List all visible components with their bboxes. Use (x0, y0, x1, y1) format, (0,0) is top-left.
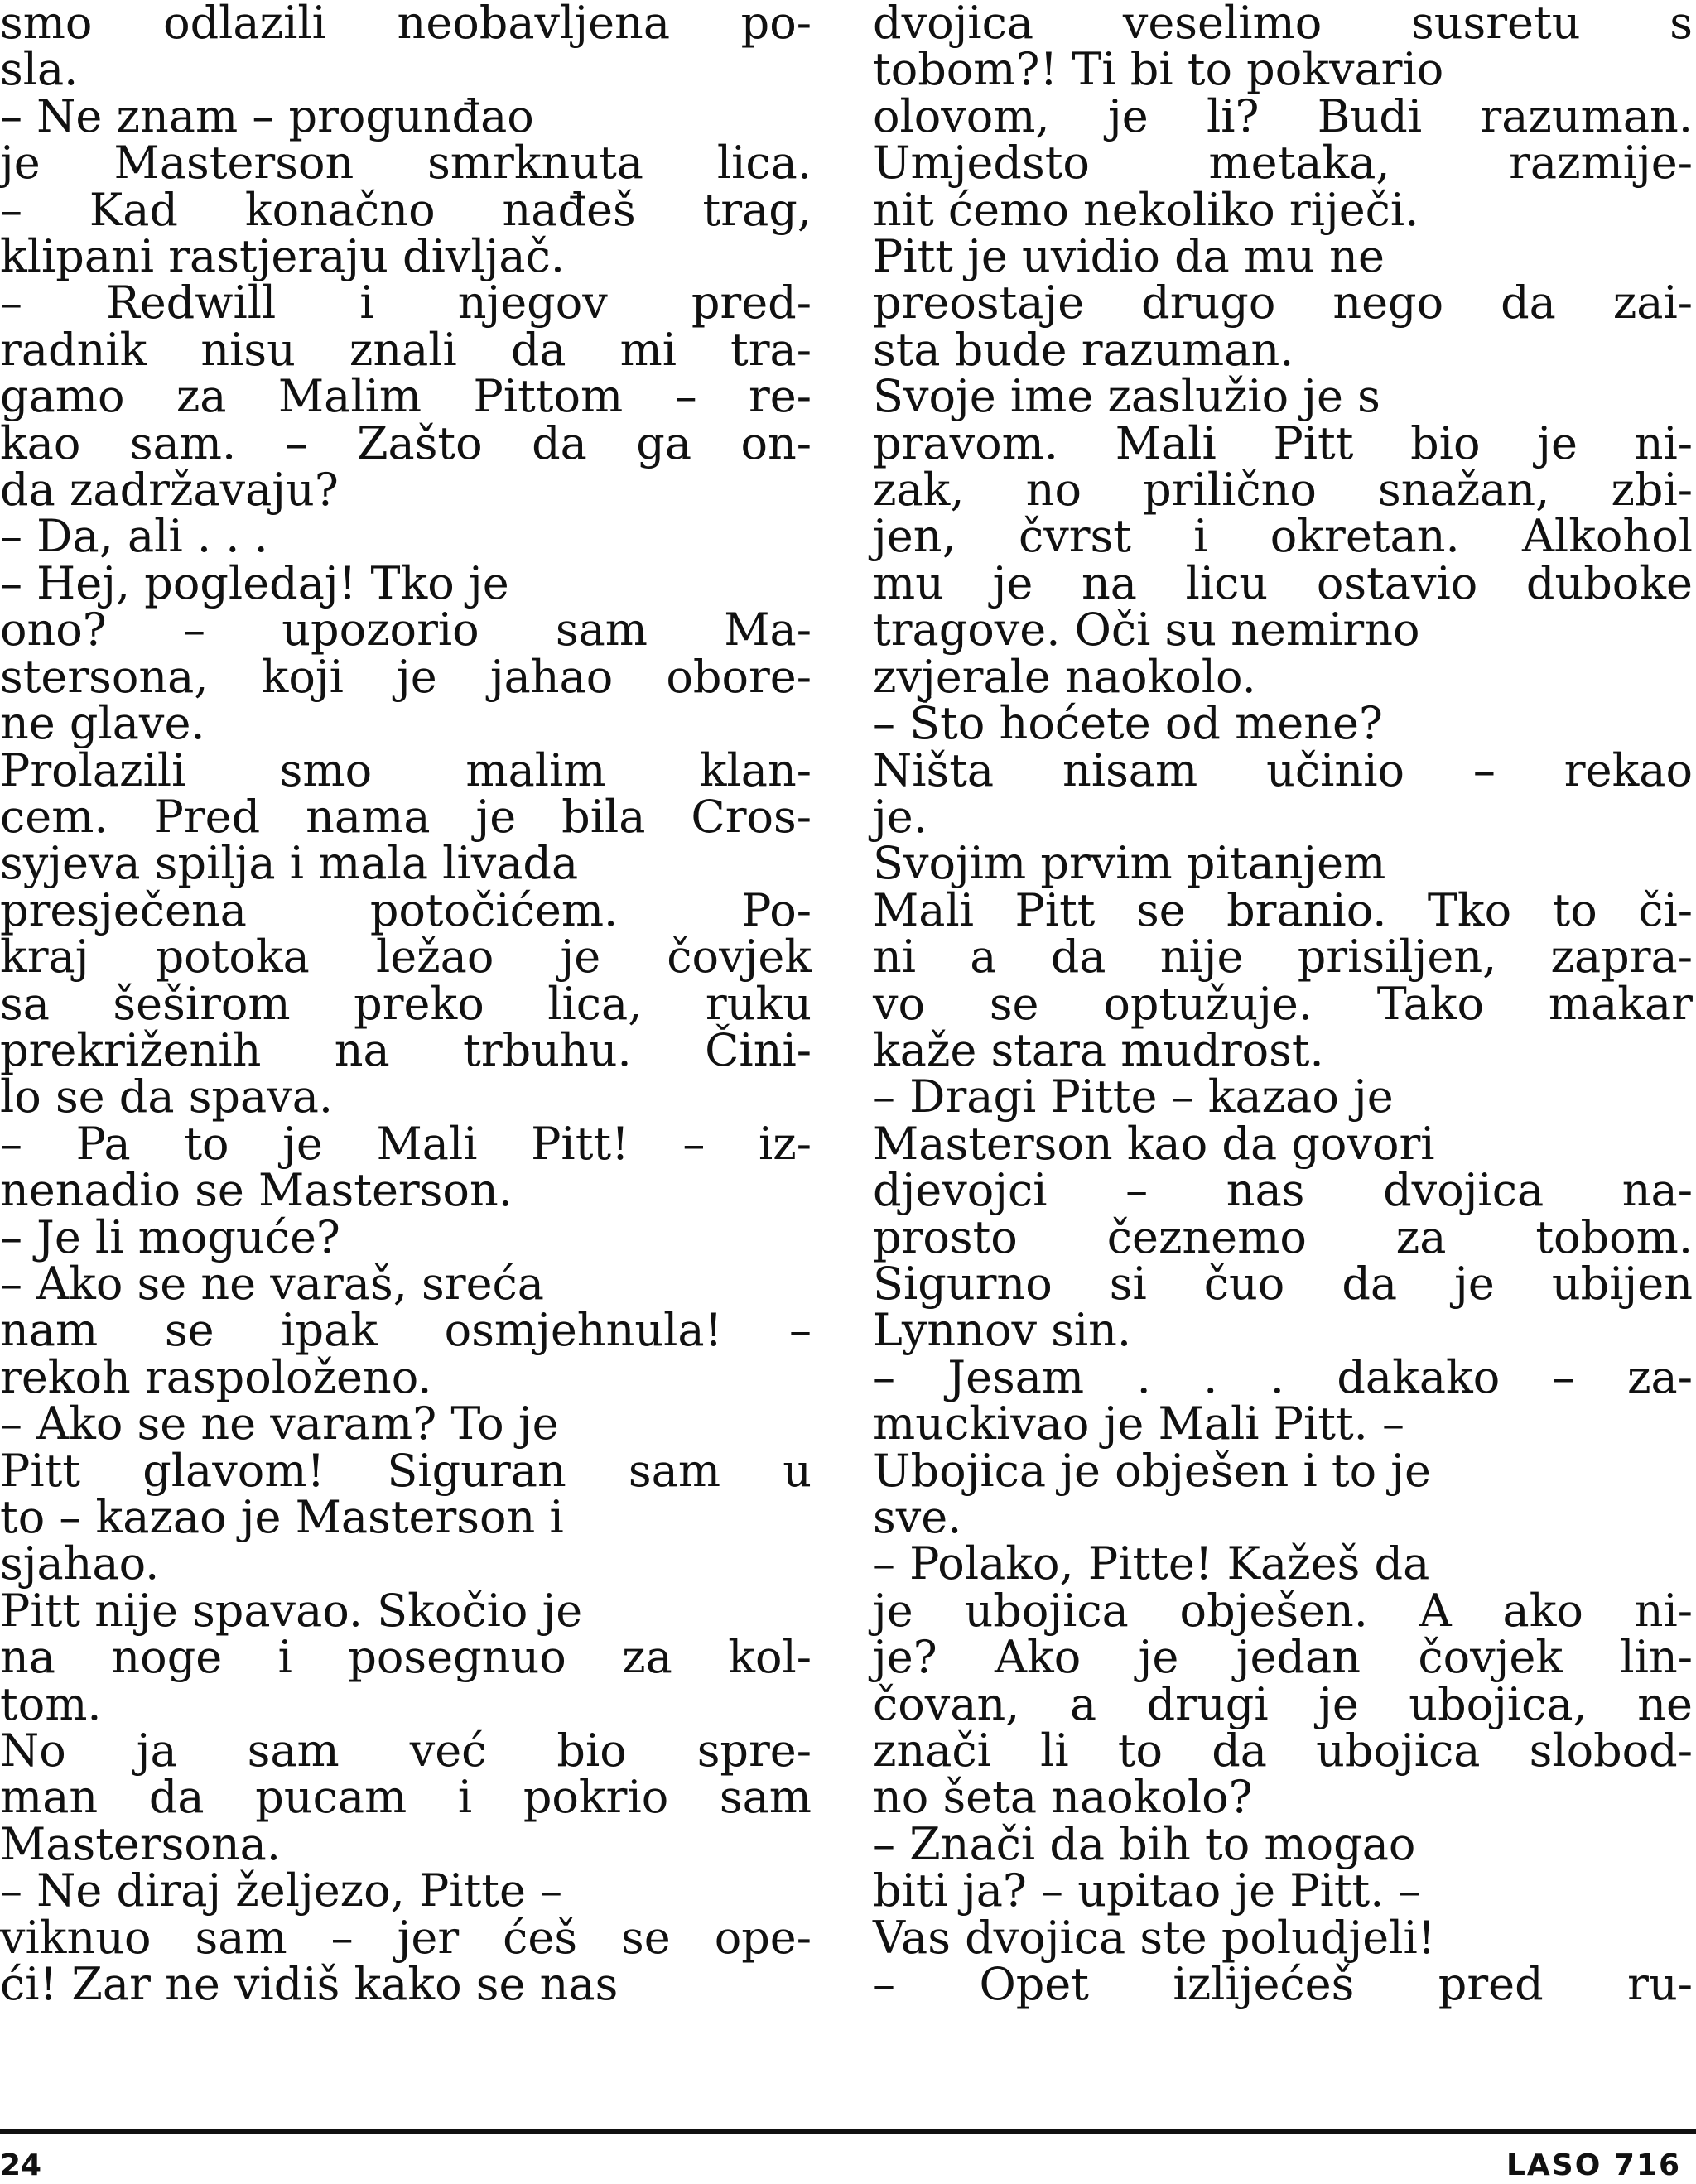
text-line: da zadržavaju? (0, 464, 339, 517)
text-line: Svoje ime zaslužio je s (873, 370, 1380, 423)
text-line: kraj potoka ležao je čovjek (0, 931, 812, 984)
text-line: Pitt nije spavao. Skočio je (0, 1584, 583, 1637)
text-line: stersona, koji je jahao obore- (0, 650, 812, 703)
text-line: čovan, a drugi je ubojica, ne (873, 1677, 1693, 1730)
text-line: Prolazili smo malim klan- (0, 743, 812, 796)
text-line: syjeva spilja i mala livada (0, 837, 579, 890)
text-line: Masterson kao da govori (873, 1117, 1435, 1170)
text-line: mu je na licu ostavio duboke (873, 556, 1693, 609)
text-line: sla. (0, 43, 79, 96)
text-line: gamo za Malim Pittom – re- (0, 370, 812, 423)
text-line: to – kazao je Masterson i (0, 1491, 564, 1543)
text-line: – Ako se ne varaš, sreća (0, 1257, 544, 1310)
text-line: – Da, ali . . . (0, 510, 268, 563)
text-line: jen, čvrst i okretan. Alkohol (873, 510, 1693, 563)
text-line: je Masterson smrknuta lica. (0, 137, 812, 190)
text-line: sjahao. (0, 1537, 160, 1590)
text-line: zak, no prilično snažan, zbi- (873, 464, 1693, 517)
text-line: – Ako se ne varam? To je (0, 1397, 559, 1450)
footer-rule (0, 2129, 1696, 2134)
text-line: – Pa to je Mali Pitt! – iz- (0, 1117, 812, 1170)
text-line: na noge i posegnuo za kol- (0, 1631, 812, 1684)
text-line: – Znači da bih to mogao (873, 1817, 1416, 1870)
text-line: prekriženih na trbuhu. Čini- (0, 1023, 812, 1076)
text-line: ono? – upozorio sam Ma- (0, 604, 812, 657)
text-line: djevojci – nas dvojica na- (873, 1164, 1693, 1217)
text-line: smo odlazili neobavljena po- (0, 0, 812, 49)
text-line: ći! Zar ne vidiš kako se nas (0, 1958, 619, 2011)
text-line: ne glave. (0, 697, 205, 750)
text-line: Mastersona. (0, 1817, 282, 1870)
text-line: no šeta naokolo? (873, 1771, 1253, 1824)
text-line: Umjedsto metaka, razmije- (873, 137, 1693, 190)
text-line: je ubojica obješen. A ako ni- (873, 1584, 1693, 1637)
text-line: – Kad konačno nađeš trag, (0, 183, 812, 236)
page-number: 24 (0, 2148, 42, 2182)
text-line: No ja sam već bio spre- (0, 1725, 812, 1778)
text-line: preostaje drugo nego da zai- (873, 277, 1693, 330)
text-line: tobom?! Ti bi to pokvario (873, 43, 1444, 96)
text-line: tragove. Oči su nemirno (873, 604, 1420, 657)
text-line: sta bude razuman. (873, 323, 1294, 376)
text-line: Pitt glavom! Siguran sam u (0, 1444, 812, 1497)
text-line: pravom. Mali Pitt bio je ni- (873, 416, 1693, 469)
text-line: – Je li moguće? (0, 1210, 340, 1263)
text-line: Ubojica je obješen i to je (873, 1444, 1431, 1497)
right-text-column (873, 0, 1693, 2011)
text-line: prosto čeznemo za tobom. (873, 1210, 1693, 1263)
text-line: Lynnov sin. (873, 1304, 1132, 1357)
text-line: – Ne diraj željezo, Pitte – (0, 1864, 563, 1917)
text-line: Mali Pitt se branio. Tko to či- (873, 883, 1693, 936)
text-line: klipani rastjeraju divljač. (0, 230, 566, 283)
text-line: lo se da spava. (0, 1070, 334, 1123)
text-line: Vas dvojica ste poludjeli! (873, 1911, 1436, 1964)
text-line: Sigurno si čuo da je ubijen (873, 1257, 1693, 1310)
text-line: muckivao je Mali Pitt. – (873, 1397, 1404, 1450)
text-line: presječena potočićem. Po- (0, 883, 812, 936)
text-line: nit ćemo nekoliko riječi. (873, 183, 1419, 236)
text-line: – Opet izlijećeš pred ru- (873, 1958, 1693, 2011)
text-line: radnik nisu znali da mi tra- (0, 323, 812, 376)
left-text-column (0, 0, 812, 2011)
text-line: vo se optužuje. Tako makar (873, 977, 1693, 1030)
text-line: man da pucam i pokrio sam (0, 1771, 812, 1824)
text-line: Ništa nisam učinio – rekao (873, 743, 1693, 796)
text-line: kao sam. – Zašto da ga on- (0, 416, 812, 469)
text-line: je. (873, 790, 928, 843)
text-line: ni a da nije prisiljen, zapra- (873, 931, 1693, 984)
text-line: viknuo sam – jer ćeš se ope- (0, 1911, 812, 1964)
text-line: rekoh raspoloženo. (0, 1350, 432, 1403)
text-line: – Redwill i njegov pred- (0, 277, 812, 330)
text-line: – Dragi Pitte – kazao je (873, 1070, 1394, 1123)
text-line: je? Ako je jedan čovjek lin- (873, 1631, 1693, 1684)
text-line: – Što hoćete od mene? (873, 697, 1383, 750)
text-line: nam se ipak osmjehnula! – (0, 1304, 812, 1357)
text-line: cem. Pred nama je bila Cros- (0, 790, 812, 843)
text-line: kaže stara mudrost. (873, 1023, 1324, 1076)
text-line: – Ne znam – progunđao (0, 89, 534, 142)
text-line: – Polako, Pitte! Kažeš da (873, 1537, 1430, 1590)
text-line: sa šeširom preko lica, ruku (0, 977, 812, 1030)
text-line: dvojica veselimo susretu s (873, 0, 1693, 49)
text-line: – Jesam . . . dakako – za- (873, 1350, 1693, 1403)
text-line: tom. (0, 1677, 102, 1730)
text-line: znači li to da ubojica slobod- (873, 1725, 1693, 1778)
text-line: Pitt je uvidio da mu ne (873, 230, 1385, 283)
text-line: nenadio se Masterson. (0, 1164, 513, 1217)
text-line: – Hej, pogledaj! Tko je (0, 556, 509, 609)
running-title: LASO 716 (1506, 2148, 1681, 2182)
text-line: biti ja? – upitao je Pitt. – (873, 1864, 1421, 1917)
text-line: sve. (873, 1491, 962, 1543)
text-line: Svojim prvim pitanjem (873, 837, 1386, 890)
text-line: olovom, je li? Budi razuman. (873, 89, 1693, 142)
text-line: zvjerale naokolo. (873, 650, 1256, 703)
